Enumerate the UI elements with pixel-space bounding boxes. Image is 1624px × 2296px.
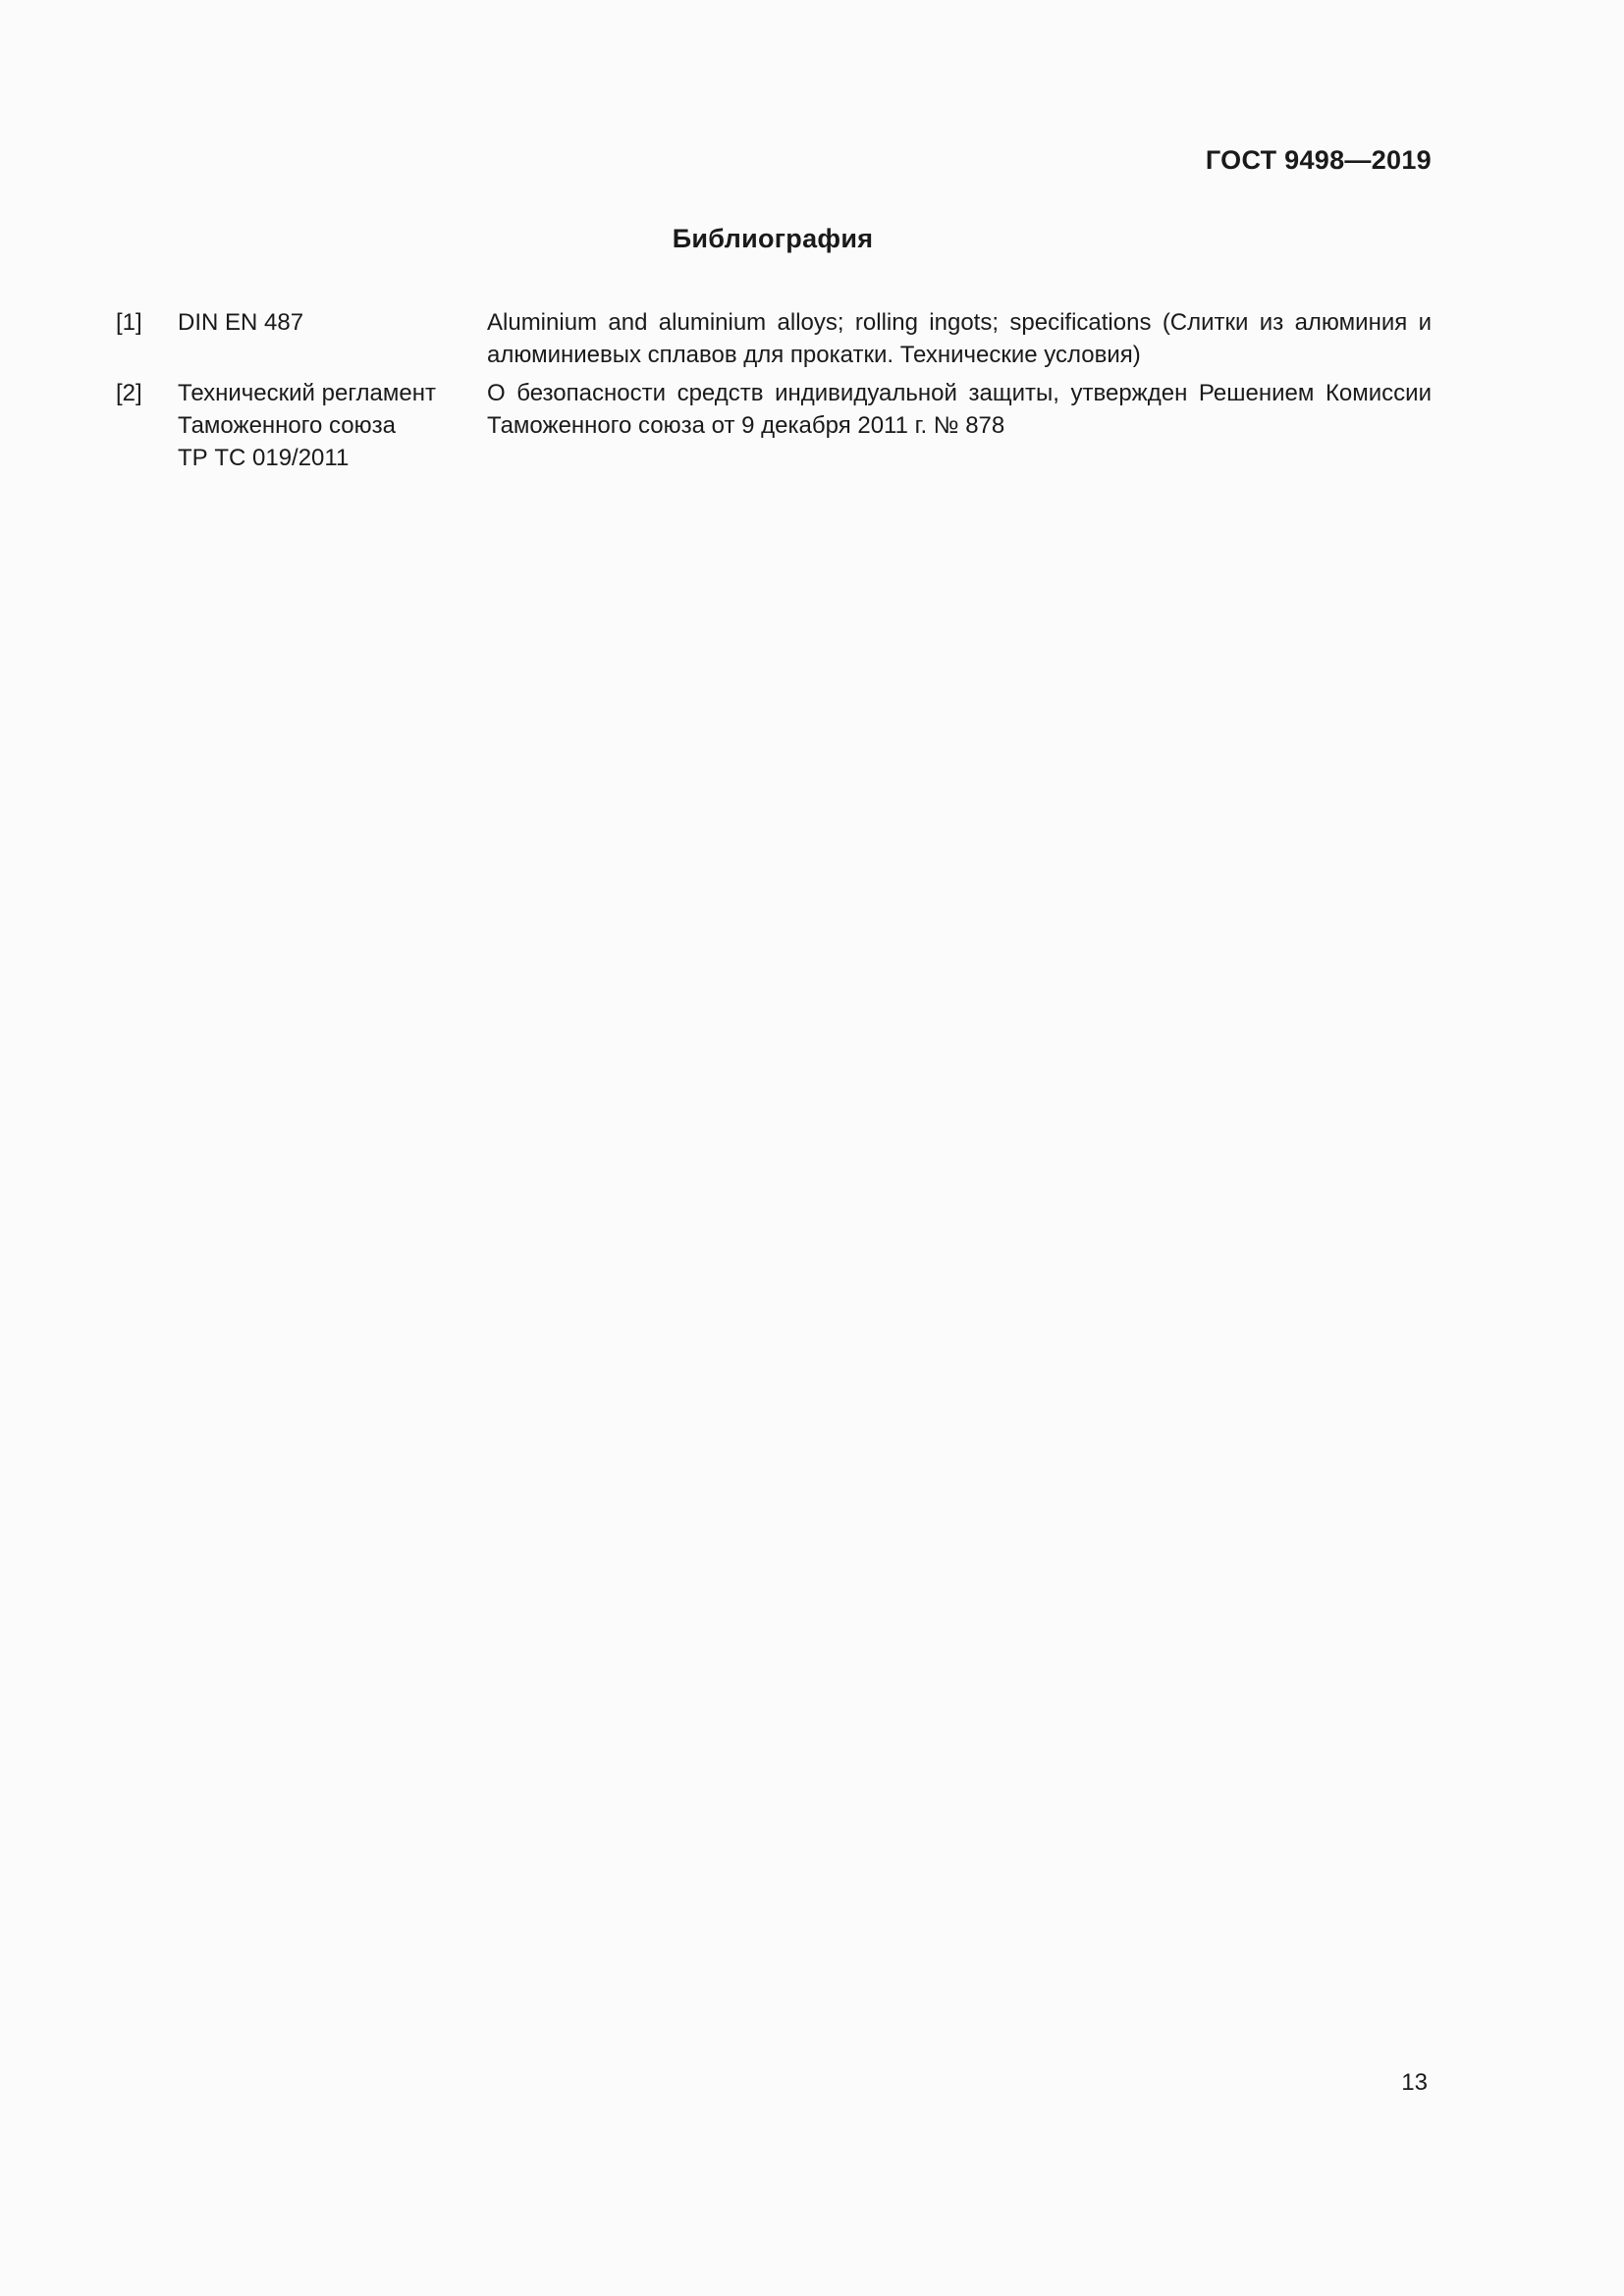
reference-line: Технический регламент — [178, 380, 436, 406]
bibliography-entry — [116, 377, 1432, 474]
document-code: ГОСТ 9498—2019 — [1205, 145, 1432, 175]
bibliography-list — [116, 306, 1432, 480]
section-title: Библиография — [672, 224, 874, 253]
entry-number: [1] — [116, 309, 142, 336]
reference-line: Таможенного союза — [178, 412, 396, 439]
reference-line: ТР ТС 019/2011 — [178, 445, 350, 471]
entry-description: О безопасности средств индивидуальной защиты, утвержден Решением Комиссии Таможенного союза от 9 декабря 2011 г. № 878 — [487, 380, 1432, 439]
entry-description: Aluminium and aluminium alloys; rolling ingots; specifications (Слитки из алюминия и алюминиевых сплавов для прокатки. Технические условия) — [487, 309, 1432, 368]
page-number: 13 — [1401, 2069, 1428, 2096]
entry-number: [2] — [116, 380, 142, 406]
entry-reference — [178, 377, 487, 474]
entry-reference — [178, 306, 487, 371]
bibliography-entry — [116, 306, 1432, 371]
reference-line: DIN EN 487 — [178, 309, 304, 336]
